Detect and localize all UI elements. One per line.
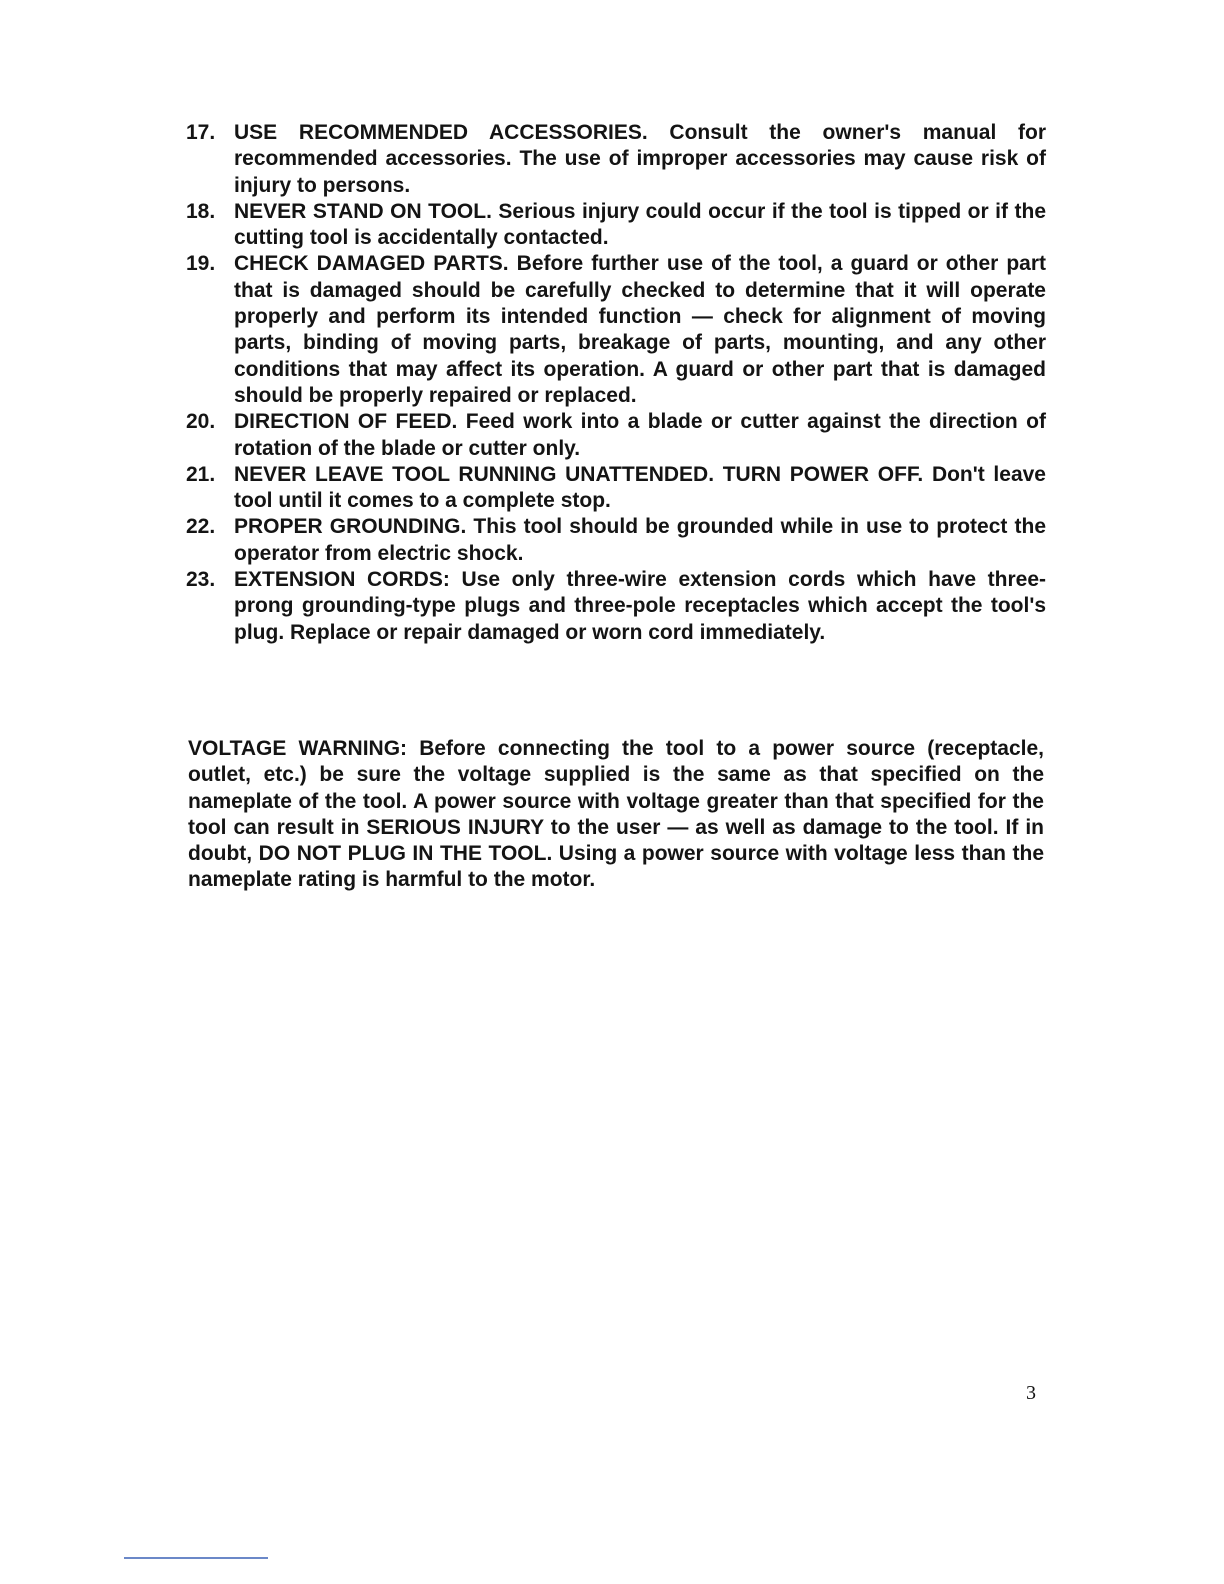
rule-number: 23. — [186, 568, 216, 592]
page-number: 3 — [1026, 1382, 1036, 1404]
rule-text: CHECK DAMAGED PARTS. Before further use of the tool, a guard or other part that is damaged should be carefully checked to determine that it will operate properly and perform its intended function — check for alignment of moving parts, binding of moving parts, breakage of parts, mounting, and any other conditions that may affect its operation. A guard or other part that is damaged should be properly repaired or replaced. — [234, 252, 1046, 407]
rule-item — [186, 251, 1046, 409]
rule-number: 19. — [186, 252, 216, 276]
rule-number: 21. — [186, 462, 216, 486]
rule-text: NEVER STAND ON TOOL. Serious injury could occur if the tool is tipped or if the cutting tool is accidentally contacted. — [234, 199, 1046, 250]
rule-item — [186, 462, 1046, 515]
rule-item — [186, 567, 1046, 646]
rule-item — [186, 120, 1046, 199]
rule-text: EXTENSION CORDS: Use only three-wire extension cords which have three-prong grounding-type plugs and three-pole receptacles which accept the tool's plug. Replace or repair damaged or worn cord immediately. — [234, 568, 1046, 644]
rule-item — [186, 199, 1046, 252]
rule-item — [186, 514, 1046, 567]
rule-number: 17. — [186, 121, 216, 144]
rule-number: 20. — [186, 410, 216, 434]
safety-rules-list — [186, 120, 1046, 646]
rule-number: 22. — [186, 515, 216, 539]
rule-text: NEVER LEAVE TOOL RUNNING UNATTENDED. TURN POWER OFF. Don't leave tool until it comes to a complete stop. — [234, 462, 1046, 513]
footer-divider — [124, 1557, 268, 1559]
rule-text: USE RECOMMENDED ACCESSORIES. Consult the owner's manual for recommended accessories. The use of improper accessories may cause risk of injury to persons. — [234, 121, 1046, 197]
rule-item — [186, 409, 1046, 462]
voltage-warning-paragraph: VOLTAGE WARNING: Before connecting the tool to a power source (receptacle, outlet, etc.) be sure the voltage supplied is the same as that specified on the nameplate of the tool. A power source with voltage greater than that specified for the tool can result in SERIOUS INJURY to the user — as well as damage to the tool. If in doubt, DO NOT PLUG IN THE TOOL. Using a power source with voltage less than the nameplate rating is harmful to the motor. — [188, 737, 1044, 892]
rule-text: PROPER GROUNDING. This tool should be grounded while in use to protect the operator from electric shock. — [234, 515, 1046, 565]
rule-number: 18. — [186, 199, 216, 223]
rule-text: DIRECTION OF FEED. Feed work into a blade or cutter against the direction of rotation of the blade or cutter only. — [234, 410, 1046, 460]
